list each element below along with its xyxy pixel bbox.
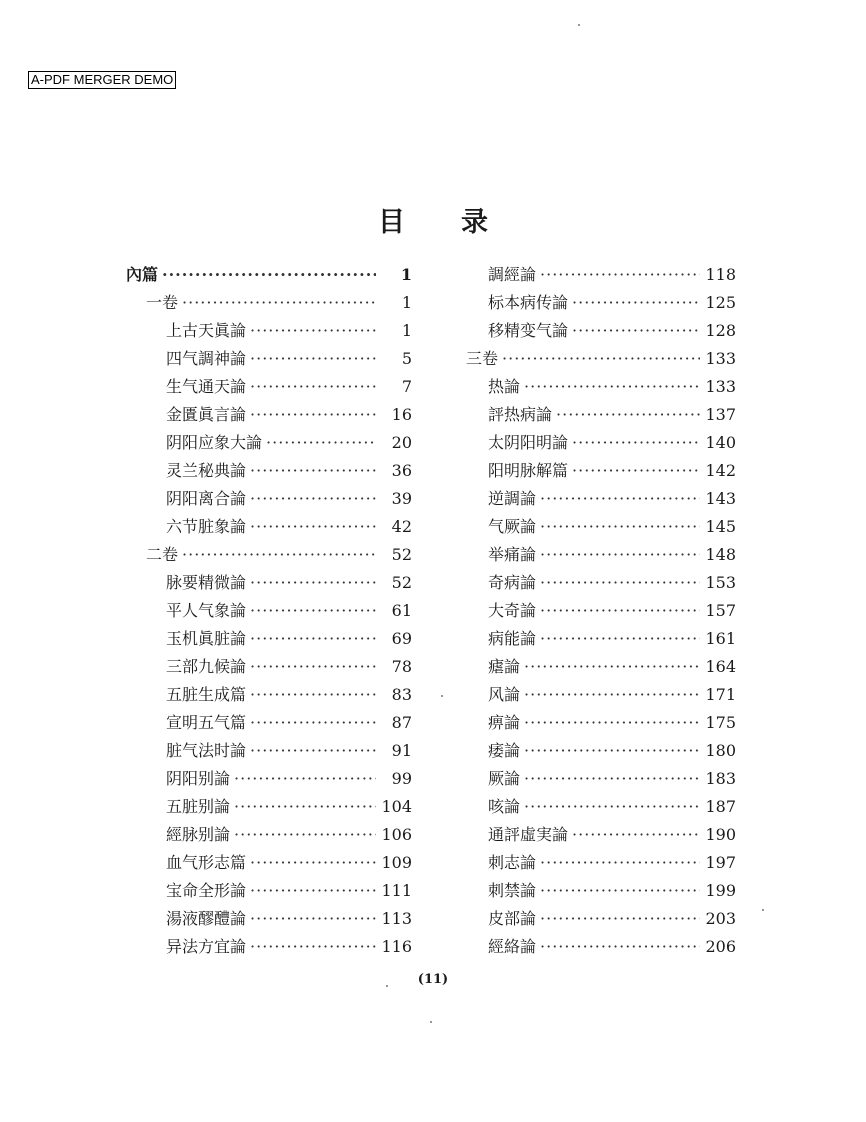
toc-leader-dots	[250, 513, 376, 541]
toc-leader-dots	[524, 373, 700, 401]
toc-leader-dots	[540, 513, 700, 541]
scan-speck	[578, 24, 580, 26]
toc-entry-title: 脉要精微論	[166, 573, 247, 592]
toc-leader-dots	[250, 345, 376, 373]
toc-entry	[466, 905, 736, 933]
toc-entry-title: 阴阳离合論	[166, 489, 247, 508]
toc-entry	[466, 401, 736, 429]
toc-leader-dots	[540, 261, 700, 289]
toc-leader-dots	[572, 317, 700, 345]
toc-entry	[126, 485, 412, 513]
toc-entry-title: 痹論	[488, 713, 521, 732]
toc-entry	[466, 765, 736, 793]
toc-entry	[466, 541, 736, 569]
toc-entry-title: 一卷	[146, 293, 179, 312]
toc-leader-dots	[250, 681, 376, 709]
toc-entry-page: 183	[705, 769, 736, 788]
toc-column-right	[466, 261, 736, 961]
toc-entry	[126, 569, 412, 597]
toc-column-left	[126, 261, 412, 961]
toc-entry-page: 16	[391, 405, 412, 424]
toc-entry	[466, 737, 736, 765]
toc-entry	[126, 765, 412, 793]
toc-leader-dots	[266, 429, 376, 457]
toc-entry-page: 52	[391, 545, 412, 564]
toc-leader-dots	[524, 793, 700, 821]
toc-leader-dots	[234, 793, 376, 821]
toc-entry-page: 106	[381, 825, 412, 844]
toc-entry-page: 164	[705, 657, 736, 676]
toc-entry-title: 刺禁論	[488, 881, 537, 900]
toc-entry-title: 风論	[488, 685, 521, 704]
toc-entry	[466, 289, 736, 317]
toc-entry	[466, 513, 736, 541]
toc-entry-page: 111	[381, 881, 412, 900]
toc-entry	[466, 261, 736, 289]
toc-entry	[466, 317, 736, 345]
toc-entry	[126, 793, 412, 821]
toc-leader-dots	[234, 765, 376, 793]
toc-entry-page: 199	[705, 881, 736, 900]
page-title: 目录	[378, 207, 544, 238]
toc-entry-title: 阴阳别論	[166, 769, 231, 788]
scan-speck	[386, 985, 388, 987]
toc-entry-page: 137	[705, 405, 736, 424]
toc-entry-page: 69	[391, 629, 412, 648]
toc-leader-dots	[250, 625, 376, 653]
toc-leader-dots	[250, 457, 376, 485]
toc-entry	[466, 345, 736, 373]
toc-leader-dots	[556, 401, 700, 429]
toc-entry-page: 118	[705, 265, 736, 284]
toc-entry-title: 通評虛実論	[488, 825, 569, 844]
toc-entry	[126, 317, 412, 345]
toc-entry-page: 153	[705, 573, 736, 592]
toc-entry-page: 187	[705, 797, 736, 816]
toc-leader-dots	[250, 569, 376, 597]
toc-entry	[466, 625, 736, 653]
toc-entry-title: 平人气象論	[166, 601, 247, 620]
toc-entry	[126, 261, 412, 289]
toc-entry	[126, 373, 412, 401]
toc-entry-title: 阴阳应象大論	[166, 433, 263, 452]
toc-leader-dots	[182, 541, 376, 569]
toc-entry	[126, 625, 412, 653]
toc-leader-dots	[250, 485, 376, 513]
toc-entry-page: 1	[401, 293, 412, 312]
toc-entry-page: 161	[705, 629, 736, 648]
toc-entry	[126, 597, 412, 625]
toc-entry-title: 异法方宜論	[166, 937, 247, 956]
toc-entry-page: 91	[391, 741, 412, 760]
toc-entry-title: 移精变气論	[488, 321, 569, 340]
toc-entry-page: 113	[381, 909, 412, 928]
toc-entry-page: 5	[401, 349, 412, 368]
toc-entry	[126, 401, 412, 429]
toc-leader-dots	[524, 765, 700, 793]
toc-leader-dots	[250, 653, 376, 681]
toc-leader-dots	[250, 905, 376, 933]
toc-leader-dots	[250, 933, 376, 961]
toc-entry-page: 125	[705, 293, 736, 312]
toc-entry	[126, 653, 412, 681]
toc-leader-dots	[250, 597, 376, 625]
toc-entry-title: 三卷	[466, 349, 499, 368]
watermark-label: A-PDF MERGER DEMO	[28, 71, 176, 89]
toc-entry	[466, 457, 736, 485]
toc-leader-dots	[250, 317, 376, 345]
toc-entry-title: 經脉别論	[166, 825, 231, 844]
toc-entry-title: 調經論	[488, 265, 537, 284]
toc-entry	[126, 933, 412, 961]
toc-entry-page: 206	[705, 937, 736, 956]
toc-entry	[466, 793, 736, 821]
toc-entry-title: 經絡論	[488, 937, 537, 956]
toc-leader-dots	[572, 457, 700, 485]
toc-leader-dots	[524, 681, 700, 709]
toc-entry-page: 7	[401, 377, 412, 396]
toc-entry	[466, 485, 736, 513]
toc-entry	[126, 709, 412, 737]
toc-entry-title: 二卷	[146, 545, 179, 564]
toc-entry-title: 宝命全形論	[166, 881, 247, 900]
toc-entry-page: 197	[705, 853, 736, 872]
scan-speck	[430, 1021, 432, 1023]
toc-entry-page: 61	[391, 601, 412, 620]
toc-entry-title: 脏气法时論	[166, 741, 247, 760]
toc-entry-title: 三部九候論	[166, 657, 247, 676]
toc-entry-page: 133	[705, 349, 736, 368]
toc-leader-dots	[182, 289, 376, 317]
scan-speck	[762, 909, 764, 911]
toc-entry-title: 咳論	[488, 797, 521, 816]
toc-entry-page: 157	[705, 601, 736, 620]
toc-leader-dots	[540, 597, 700, 625]
toc-entry	[466, 373, 736, 401]
toc-entry	[466, 933, 736, 961]
toc-entry	[126, 289, 412, 317]
toc-entry	[466, 681, 736, 709]
toc-entry	[466, 877, 736, 905]
toc-entry-title: 厥論	[488, 769, 521, 788]
toc-leader-dots	[250, 401, 376, 429]
toc-leader-dots	[540, 849, 700, 877]
toc-entry	[466, 821, 736, 849]
toc-entry	[466, 709, 736, 737]
toc-entry-page: 175	[705, 713, 736, 732]
toc-entry	[466, 597, 736, 625]
toc-entry	[126, 737, 412, 765]
toc-entry-title: 生气通天論	[166, 377, 247, 396]
toc-entry-title: 刺志論	[488, 853, 537, 872]
toc-entry-page: 143	[705, 489, 736, 508]
toc-entry-page: 128	[705, 321, 736, 340]
toc-entry-page: 109	[381, 853, 412, 872]
toc-entry-title: 上古天眞論	[166, 321, 247, 340]
toc-entry-title: 灵兰秘典論	[166, 461, 247, 480]
toc-entry-title: 逆調論	[488, 489, 537, 508]
toc-entry-page: 99	[391, 769, 412, 788]
toc-entry	[126, 905, 412, 933]
toc-leader-dots	[524, 709, 700, 737]
toc-entry	[126, 681, 412, 709]
toc-leader-dots	[572, 429, 700, 457]
toc-entry-page: 1	[400, 265, 412, 284]
toc-leader-dots	[540, 933, 700, 961]
toc-entry	[126, 457, 412, 485]
toc-leader-dots	[250, 849, 376, 877]
toc-entry-page: 36	[391, 461, 412, 480]
toc-entry-title: 血气形志篇	[166, 853, 247, 872]
toc-entry-title: 大奇論	[488, 601, 537, 620]
toc-leader-dots	[250, 373, 376, 401]
toc-entry	[126, 849, 412, 877]
toc-entry-page: 87	[391, 713, 412, 732]
toc-entry-page: 148	[705, 545, 736, 564]
toc-leader-dots	[250, 877, 376, 905]
toc-leader-dots	[540, 905, 700, 933]
toc-entry-title: 五脏别論	[166, 797, 231, 816]
toc-leader-dots	[540, 569, 700, 597]
toc-entry	[126, 541, 412, 569]
toc-entry-page: 78	[391, 657, 412, 676]
toc-entry-title: 評热病論	[488, 405, 553, 424]
toc-entry-title: 皮部論	[488, 909, 537, 928]
toc-entry-page: 39	[391, 489, 412, 508]
toc-entry-page: 133	[705, 377, 736, 396]
toc-leader-dots	[162, 261, 376, 289]
toc-entry-title: 举痛論	[488, 545, 537, 564]
toc-entry-title: 太阴阳明論	[488, 433, 569, 452]
toc-entry-title: 玉机眞脏論	[166, 629, 247, 648]
toc-entry	[126, 345, 412, 373]
toc-entry-page: 83	[391, 685, 412, 704]
toc-entry-title: 六节脏象論	[166, 517, 247, 536]
toc-entry-page: 116	[381, 937, 412, 956]
toc-entry	[126, 513, 412, 541]
page-number-footer: (11)	[417, 972, 449, 987]
toc-entry-title: 五脏生成篇	[166, 685, 247, 704]
toc-entry	[126, 821, 412, 849]
toc-entry-page: 171	[705, 685, 736, 704]
toc-entry-title: 瘧論	[488, 657, 521, 676]
toc-entry	[126, 877, 412, 905]
toc-entry-title: 痿論	[488, 741, 521, 760]
toc-entry-title: 阳明脉解篇	[488, 461, 569, 480]
toc-entry-title: 病能論	[488, 629, 537, 648]
toc-entry	[126, 429, 412, 457]
toc-leader-dots	[250, 737, 376, 765]
toc-leader-dots	[540, 877, 700, 905]
toc-entry-title: 四气調神論	[166, 349, 247, 368]
toc-entry-page: 1	[401, 321, 412, 340]
toc-entry	[466, 849, 736, 877]
toc-entry-title: 宣明五气篇	[166, 713, 247, 732]
toc-entry-page: 203	[705, 909, 736, 928]
toc-entry-title: 湯液醪醴論	[166, 909, 247, 928]
toc-leader-dots	[524, 737, 700, 765]
toc-leader-dots	[540, 541, 700, 569]
toc-leader-dots	[572, 821, 700, 849]
toc-entry-page: 104	[381, 797, 412, 816]
toc-entry-page: 180	[705, 741, 736, 760]
toc-entry-title: 金匱眞言論	[166, 405, 247, 424]
toc-entry-page: 190	[705, 825, 736, 844]
toc-leader-dots	[540, 625, 700, 653]
toc-entry-page: 142	[705, 461, 736, 480]
toc-leader-dots	[502, 345, 700, 373]
toc-leader-dots	[250, 709, 376, 737]
toc-entry-title: 內篇	[126, 265, 159, 284]
toc-entry	[466, 653, 736, 681]
toc-entry-title: 标本病传論	[488, 293, 569, 312]
toc-entry-title: 奇病論	[488, 573, 537, 592]
toc-entry	[466, 569, 736, 597]
toc-entry-page: 42	[391, 517, 412, 536]
toc-entry	[466, 429, 736, 457]
toc-leader-dots	[572, 289, 700, 317]
toc-leader-dots	[524, 653, 700, 681]
toc-entry-page: 20	[391, 433, 412, 452]
toc-entry-page: 145	[705, 517, 736, 536]
scan-speck	[441, 695, 443, 697]
toc-entry-page: 140	[705, 433, 736, 452]
toc-entry-title: 气厥論	[488, 517, 537, 536]
toc-leader-dots	[540, 485, 700, 513]
toc-entry-page: 52	[391, 573, 412, 592]
toc-entry-title: 热論	[488, 377, 521, 396]
toc-leader-dots	[234, 821, 376, 849]
